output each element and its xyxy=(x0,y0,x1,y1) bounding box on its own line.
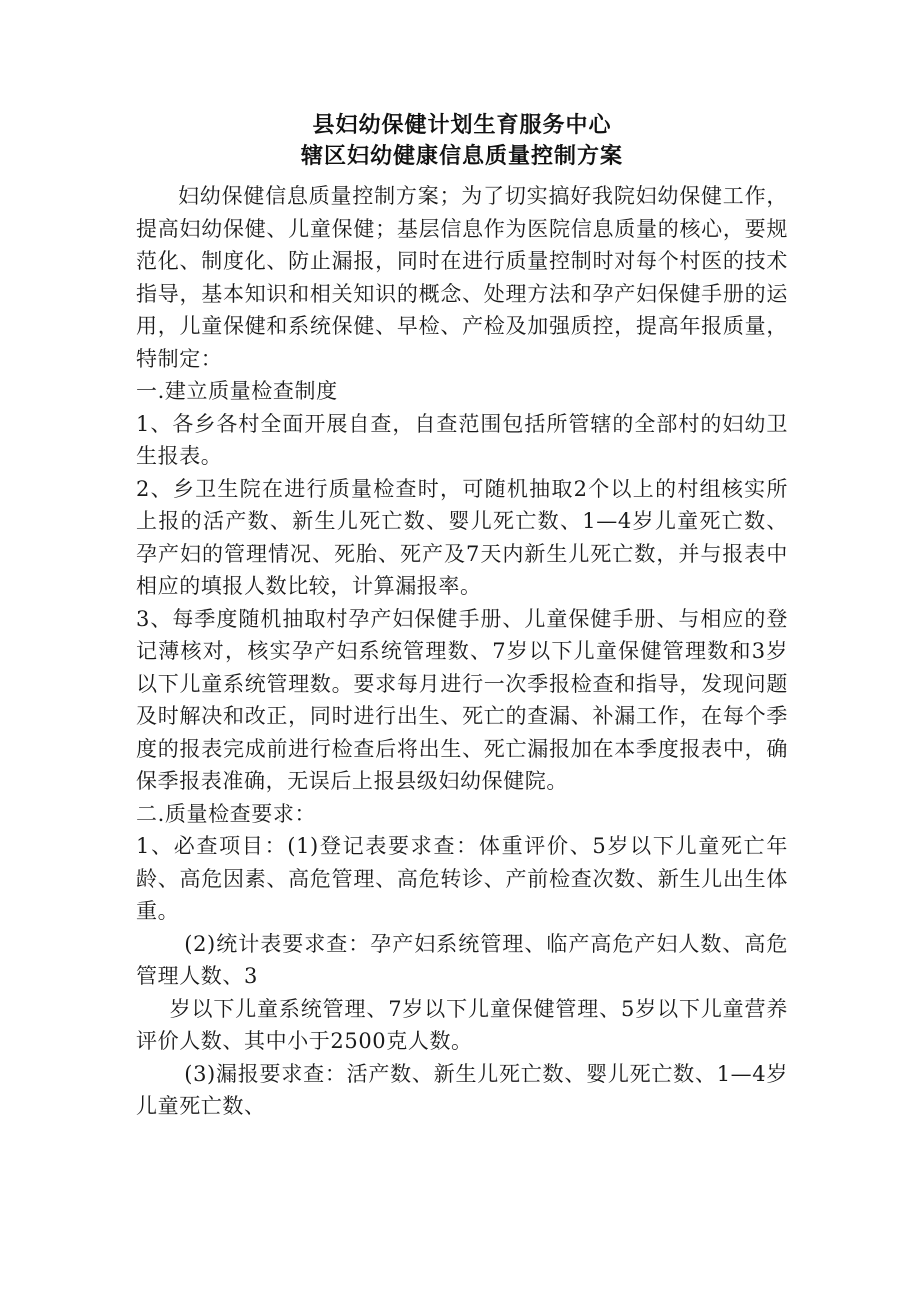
document-page xyxy=(136,110,788,1123)
document-title: 县妇幼保健计划生育服务中心 xyxy=(312,113,612,138)
sub-item: (2)统计表要求查：孕产妇系统管理、临产高危产妇人数、高危管理人数、3 xyxy=(136,931,788,988)
intro-paragraph: 妇幼保健信息质量控制方案；为了切实搞好我院妇幼保健工作，提高妇幼保健、儿童保健；基层信息作为医院信息质量的核心，要规范化、制度化、防止漏报，同时在进行质量控制时对每个村医的技术指导，基本知识和相关知识的概念、处理方法和孕产妇保健手册的运用，儿童保健和系统保健、早检、产检及加强质控，提高年报质量，特制定： xyxy=(136,184,788,371)
document-subtitle: 辖区妇幼健康信息质量控制方案 xyxy=(300,144,623,169)
section-heading-2: 二.质量检查要求： xyxy=(136,801,317,826)
list-item: 1、必查项目：(1)登记表要求查：体重评价、5岁以下儿童死亡年龄、高危因素、高危管理、高危转诊、产前检查次数、新生儿出生体重。 xyxy=(136,834,788,923)
list-item: 1、各乡各村全面开展自查，自查范围包括所管辖的全部村的妇幼卫生报表。 xyxy=(136,411,788,468)
list-item: 3、每季度随机抽取村孕产妇保健手册、儿童保健手册、与相应的登记薄核对，核实孕产妇系统管理数、7岁以下儿童保健管理数和3岁以下儿童系统管理数。要求每月进行一次季报检查和指导，发现问题及时解决和改正，同时进行出生、死亡的查漏、补漏工作，在每个季度的报表完成前进行检查后将出生、死亡漏报加在本季度报表中，确保季报表准确，无误后上报县级妇幼保健院。 xyxy=(136,606,788,793)
list-item: 2、乡卫生院在进行质量检查时，可随机抽取2个以上的村组核实所上报的活产数、新生儿死亡数、婴儿死亡数、1—4岁儿童死亡数、孕产妇的管理情况、死胎、死产及7天内新生儿死亡数，并与报表中相应的填报人数比较，计算漏报率。 xyxy=(136,476,788,598)
document-body xyxy=(136,180,788,1123)
continuation-paragraph: 岁以下儿童系统管理、7岁以下儿童保健管理、5岁以下儿童营养评价人数、其中小于2500克人数。 xyxy=(136,996,788,1053)
sub-item: (3)漏报要求查：活产数、新生儿死亡数、婴儿死亡数、1—4岁儿童死亡数、 xyxy=(136,1061,788,1118)
section-heading-1: 一.建立质量检查制度 xyxy=(136,379,338,403)
